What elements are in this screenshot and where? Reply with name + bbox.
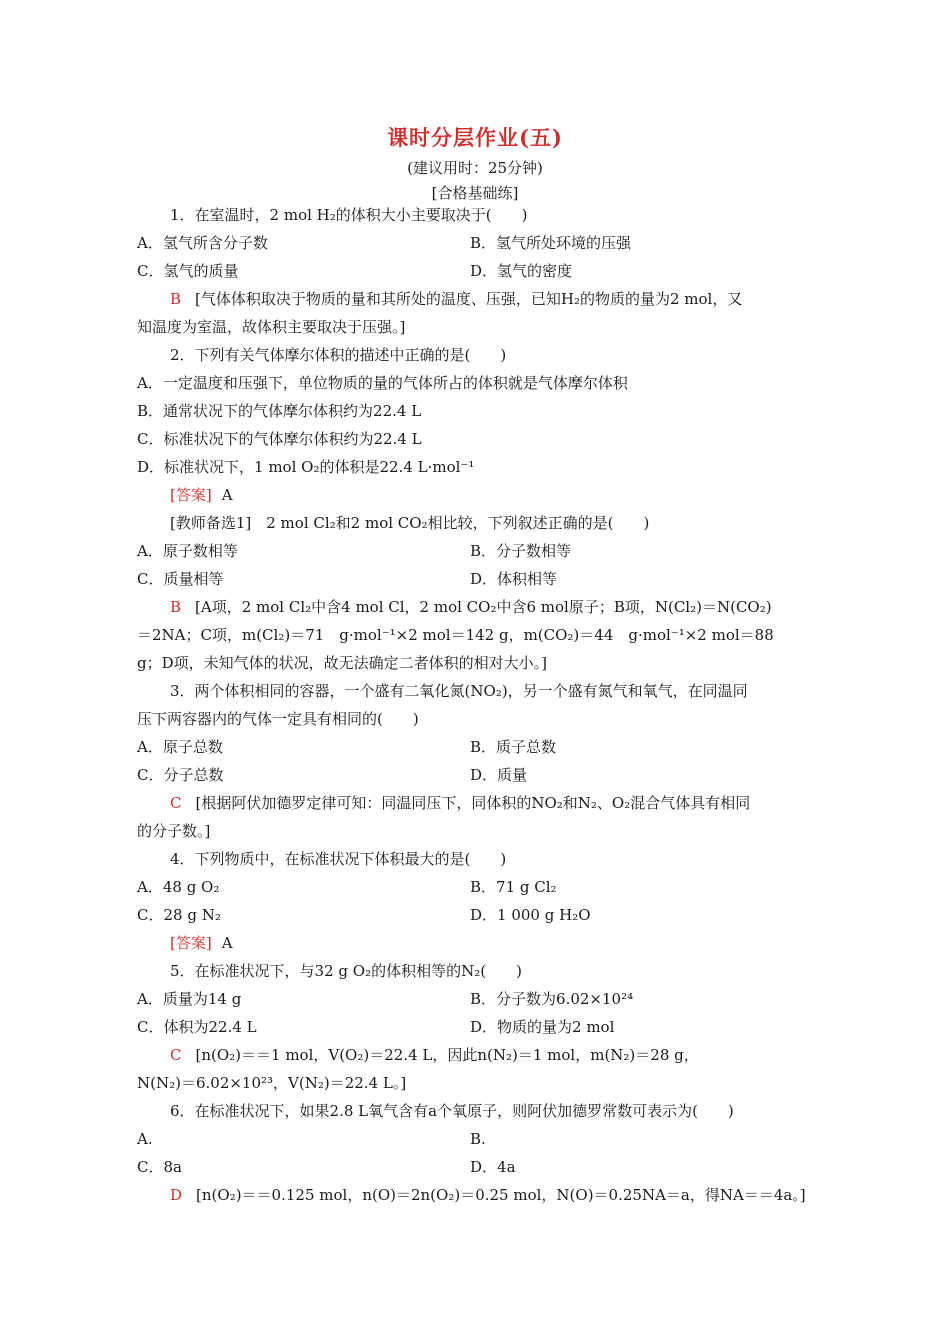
q1-answer: B xyxy=(170,290,182,308)
q6-option-a: A. xyxy=(137,1130,153,1148)
q1-explanation xyxy=(170,288,850,310)
teacher-backup-1: [教师备选1] 2 mol Cl₂和2 mol CO₂相比较，下列叙述正确的是( ) xyxy=(170,514,650,532)
q1-option-d: D．氢气的密度 xyxy=(470,262,573,280)
section-heading: [合格基础练] xyxy=(431,184,519,202)
q4-answer-line xyxy=(170,932,850,954)
q1-option-a: A．氢气所含分子数 xyxy=(137,234,268,252)
t1-option-c: C．质量相等 xyxy=(137,570,224,588)
question-3: 3．两个体积相同的容器，一个盛有二氧化氮(NO₂)，另一个盛有氮气和氧气，在同温同 xyxy=(170,682,748,700)
q5-explanation xyxy=(170,1044,850,1066)
q3-option-b: B．质子总数 xyxy=(470,738,557,756)
t1-explanation xyxy=(170,596,850,618)
q5-option-c: C．体积为22.4 L xyxy=(137,1018,257,1036)
q3-answer: C xyxy=(170,794,182,812)
time-hint: (建议用时：25分钟) xyxy=(407,159,543,177)
q3-explanation-text-2: 的分子数。] xyxy=(137,822,211,840)
q5-answer: C xyxy=(170,1046,182,1064)
question-4: 4．下列物质中，在标准状况下体积最大的是( ) xyxy=(170,850,507,868)
q4-option-b: B．71 g Cl₂ xyxy=(470,878,557,896)
q6-option-b: B. xyxy=(470,1130,486,1148)
q3-explanation-text-1: [根据阿伏加德罗定律可知：同温同压下，同体积的NO₂和N₂、O₂混合气体具有相同 xyxy=(195,794,751,812)
t1-option-a: A．原子数相等 xyxy=(137,542,238,560)
q6-option-d: D．4a xyxy=(470,1158,516,1176)
q1-explanation-text-2: 知温度为室温，故体积主要取决于压强。] xyxy=(137,318,406,336)
question-6: 6．在标准状况下，如果2.8 L氧气含有a个氧原子，则阿伏加德罗常数可表示为( ) xyxy=(170,1102,734,1120)
q5-option-d: D．物质的量为2 mol xyxy=(470,1018,615,1036)
q2-answer-tag: [答案] xyxy=(170,486,212,504)
q3-option-a: A．原子总数 xyxy=(137,738,223,756)
q3-explanation xyxy=(170,792,850,814)
page-title: 课时分层作业(五) xyxy=(387,125,563,150)
t1-explanation-text-1: [A项，2 mol Cl₂中含4 mol Cl，2 mol CO₂中含6 mol原子；B项，N(Cl₂)＝N(CO₂) xyxy=(195,598,772,616)
q2-option-b: B．通常状况下的气体摩尔体积约为22.4 L xyxy=(137,402,422,420)
t1-explanation-text-2: ＝2NA；C项，m(Cl₂)＝71 g·mol⁻¹×2 mol＝142 g，m(CO₂)＝44 g·mol⁻¹×2 mol＝88 xyxy=(137,626,774,644)
question-1: 1．在室温时，2 mol H₂的体积大小主要取决于( ) xyxy=(170,206,528,224)
q5-explanation-text-1: [n(O₂)＝＝1 mol，V(O₂)＝22.4 L，因此n(N₂)＝1 mol，m(N₂)＝28 g， xyxy=(195,1046,699,1064)
q4-option-c: C．28 g N₂ xyxy=(137,906,221,924)
q4-answer: A xyxy=(221,934,233,952)
t1-answer: B xyxy=(170,598,182,616)
question-5: 5．在标准状况下，与32 g O₂的体积相等的N₂( ) xyxy=(170,962,522,980)
q4-answer-tag: [答案] xyxy=(170,934,212,952)
q5-option-a: A．质量为14 g xyxy=(137,990,242,1008)
q3-option-d: D．质量 xyxy=(470,766,528,784)
q4-option-d: D．1 000 g H₂O xyxy=(470,906,591,924)
q6-answer: D xyxy=(170,1186,183,1204)
q2-answer-line xyxy=(170,484,850,506)
t1-explanation-text-3: g；D项，未知气体的状况，故无法确定二者体积的相对大小。] xyxy=(137,654,547,672)
q2-answer: A xyxy=(221,486,233,504)
q1-option-c: C．氢气的质量 xyxy=(137,262,239,280)
q5-option-b: B．分子数为6.02×10²⁴ xyxy=(470,990,634,1008)
q2-option-c: C．标准状况下的气体摩尔体积约为22.4 L xyxy=(137,430,422,448)
q1-explanation-text-1: [气体体积取决于物质的量和其所处的温度、压强，已知H₂的物质的量为2 mol，又 xyxy=(195,290,743,308)
t1-option-b: B．分子数相等 xyxy=(470,542,572,560)
question-2: 2．下列有关气体摩尔体积的描述中正确的是( ) xyxy=(170,346,507,364)
q6-explanation-text-1: [n(O₂)＝＝0.125 mol，n(O)＝2n(O₂)＝0.25 mol，N(O)＝0.25NA＝a，得NA＝＝4a。] xyxy=(196,1186,806,1204)
q2-option-d: D．标准状况下，1 mol O₂的体积是22.4 L·mol⁻¹ xyxy=(137,458,475,476)
q6-explanation xyxy=(170,1184,850,1206)
q3-option-c: C．分子总数 xyxy=(137,766,224,784)
q4-option-a: A．48 g O₂ xyxy=(137,878,220,896)
q1-option-b: B．氢气所处环境的压强 xyxy=(470,234,632,252)
q5-explanation-text-2: N(N₂)＝6.02×10²³，V(N₂)＝22.4 L。] xyxy=(137,1074,407,1092)
t1-option-d: D．体积相等 xyxy=(470,570,558,588)
question-3-cont: 压下两容器内的气体一定具有相同的( ) xyxy=(137,710,419,728)
q6-option-c: C．8a xyxy=(137,1158,182,1176)
q2-option-a: A．一定温度和压强下，单位物质的量的气体所占的体积就是气体摩尔体积 xyxy=(137,374,628,392)
